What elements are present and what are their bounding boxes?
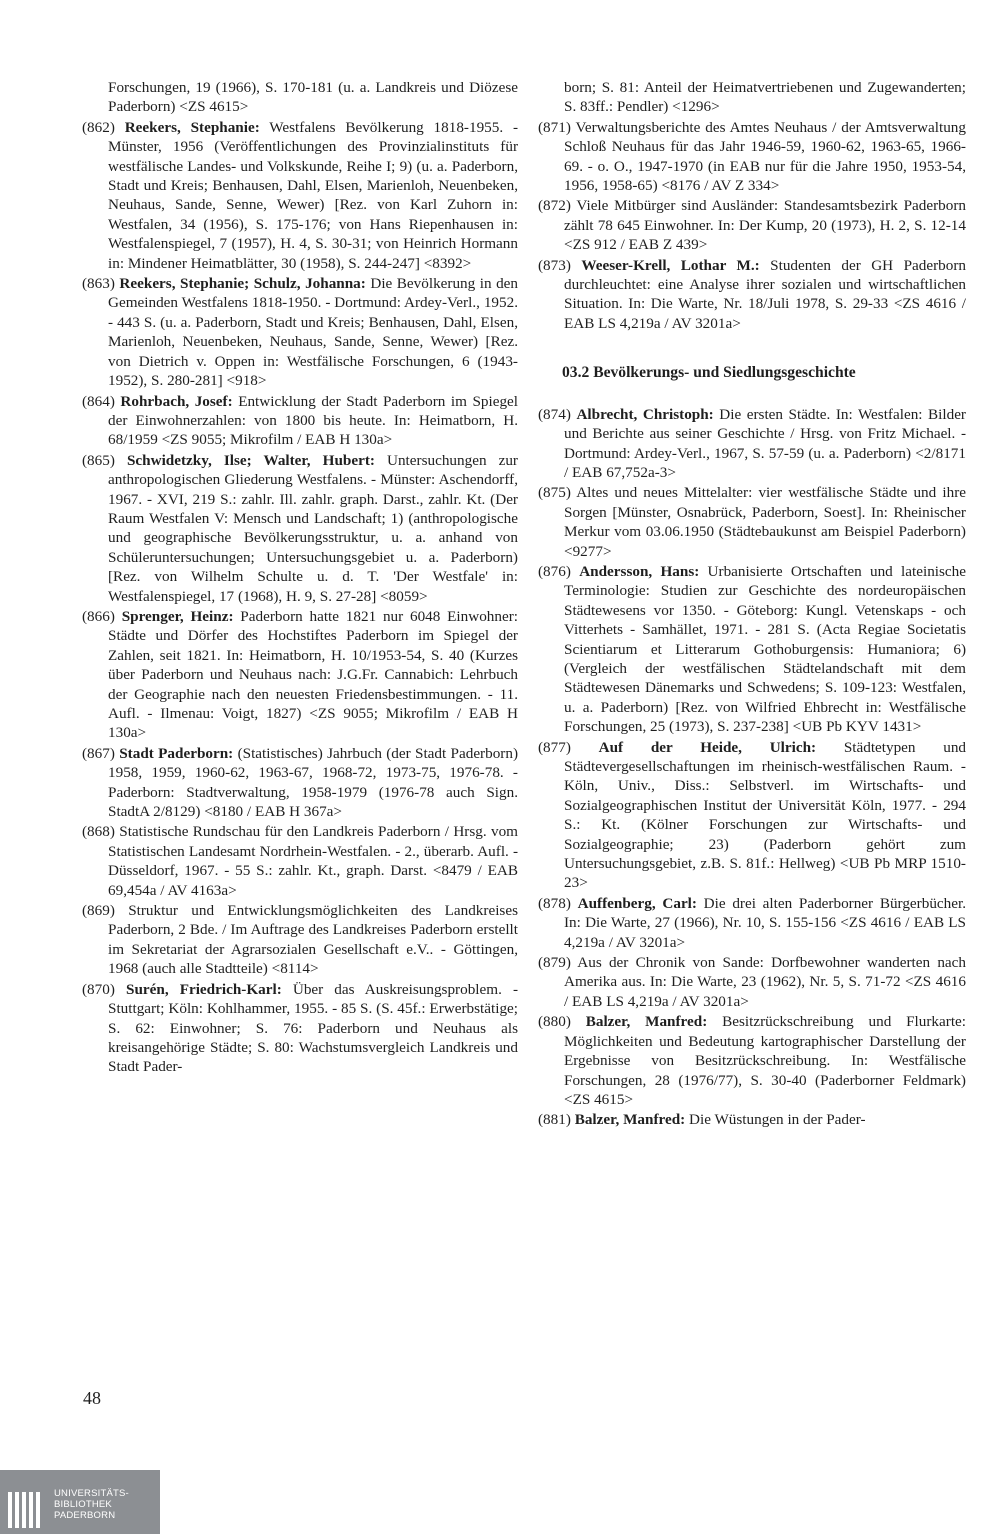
- library-logo-text: [54, 1488, 129, 1521]
- entry-number: (879): [538, 954, 571, 972]
- page-number: 48: [83, 1388, 101, 1408]
- entry-number: (866): [82, 607, 115, 625]
- entry-text: Aus der Chronik von Sande: Dorfbewohner wanderten nach Amerika aus. In: Die Warte, 23 (1962), Nr. 5, S. 71-72 <ZS 4616 / EAB LS 4,219a / AV 3201a>: [564, 954, 966, 1010]
- logo-line-1: UNIVERSITÄTS-: [54, 1488, 129, 1499]
- entry-number: (870): [82, 980, 115, 998]
- section-heading: 03.2 Bevölkerungs- und Siedlungsgeschichte: [562, 364, 856, 382]
- entry-author: Schwidetzky, Ilse; Walter, Hubert:: [126, 451, 375, 469]
- right-entry-list-after: [538, 405, 966, 1130]
- entry-text: Paderborn hatte 1821 nur 6048 Einwohner: Städte und Dörfer des Hochstiftes Paderborn im Spiegel der Zahlen, seit 1821. In: Heimatborn, H. 10/1953-54, S. 40 (Kurzes über Paderborn und Neuhaus nach: J.G.Fr. Cannabich: Lehrbuch der Geographie nach den neuesten Friedensbestimmungen. - 11. Aufl. - Ilmenau: Voigt, 1827) <ZS 9055; Mikrofilm / EAB H 130a>: [108, 607, 518, 742]
- entry-number: (868): [82, 823, 115, 841]
- entry-text: Struktur und Entwicklungsmöglichkeiten des Landkreises Paderborn, 2 Bde. / Im Auftrage des Landkreises Paderborn erstellt im Sekretariat der Agrarsozialen Gesellschaft e.V.. - Göttingen, 1968 (auch alle Stadtteile) <8114>: [108, 902, 518, 978]
- bibliography-entry: [538, 256, 966, 334]
- entry-number: (862): [82, 118, 115, 136]
- entry-text: Studenten der GH Paderborn durchleuchtet: eine Analyse ihrer sozialen und wirtschaftlichen Situation. In: Die Warte, Nr. 18/Juli 1978, S. 29-33 <ZS 4616 / EAB LS 4,219a / AV 3201a>: [564, 256, 967, 332]
- bibliography-entry: [538, 118, 966, 196]
- entry-number: (877): [538, 738, 571, 756]
- entry-text: Die drei alten Paderborner Bürgerbücher. In: Die Warte, 27 (1966), Nr. 10, S. 155-156 <ZS 4616 / EAB LS 4,219a / AV 3201a>: [564, 894, 967, 951]
- bibliography-entry: [82, 451, 518, 606]
- entry-text: Altes und neues Mittelalter: vier westfälische Städte und ihre Sorgen [Münster, Osnabrück, Paderborn, Soest]. In: Rheinischer Merkur vom 03.06.1950 (Städtebaukunst am Beispiel Paderborn) <9277>: [564, 484, 966, 560]
- entry-author: Albrecht, Christoph:: [576, 405, 714, 423]
- entry-number: (880): [538, 1013, 571, 1031]
- entry-author: Balzer, Manfred:: [585, 1013, 708, 1031]
- entry-text: Verwaltungsberichte des Amtes Neuhaus / der Amtsverwaltung Schloß Neuhaus für das Jahr 1946-59, 1960-62, 1963-65, 1966-69. - o. O., 1947-1970 (in EAB nur für die Jahre 1950, 1953-54, 1956, 1958-65) <8176 / AV Z 334>: [564, 118, 966, 195]
- entry-author: Reekers, Stephanie:: [124, 118, 260, 136]
- entry-continuation: born; S. 81: Anteil der Heimatvertriebenen und Zugewanderten; S. 83ff.: Pendler) <1296>: [564, 79, 966, 116]
- entry-number: (874): [538, 405, 571, 423]
- bibliography-entry: [82, 118, 518, 273]
- logo-line-2: BIBLIOTHEK: [54, 1499, 112, 1510]
- entry-number: (876): [538, 562, 571, 580]
- right-entry-list-before: [538, 118, 966, 333]
- entry-number: (873): [538, 256, 571, 274]
- entry-number: (871): [538, 118, 571, 136]
- entry-text: Besitzrückschreibung und Flurkarte: Möglichkeiten und Bedeutung kartographischer Darstellung der Ergebnisse von Besitzrückschreibung. In: Westfälische Forschungen, 28 (1976/77), S. 30-40 (Paderborner Feldmark) <ZS 4615>: [564, 1013, 967, 1108]
- entry-text: Städtetypen und Städtevergesellschaftungen im rheinisch-westfälischen Raum. - Köln, Univ., Diss.: Selbstverl. im Wirtschafts- und Sozialgeographischen Institut der Universität Köln, 1977. - 294 S.: Kt. (Kölner Forschungen zur Wirtschafts- und Sozialgeographie; 23) (Paderborn gehört zum Untersuchungsgebiet, z.B. S. 81f.: Hellweg) <UB Pb MRP 1510-23>: [564, 738, 967, 892]
- bibliography-entry: [538, 1012, 966, 1109]
- bibliography-entry: [82, 607, 518, 743]
- entry-text: Über das Auskreisungsproblem. - Stuttgart; Köln: Kohlhammer, 1955. - 85 S. (S. 45f.: Erwerbstätige; S. 62: Einwohner; S. 76: Paderborn und Neuhaus als kreisangehörige Städte; S. 80: Wachstumsvergleich Landkreis und Stadt Pader-: [108, 980, 519, 1076]
- entry-author: Sprenger, Heinz:: [121, 607, 234, 625]
- entry-text: Urbanisierte Ortschaften und lateinische Terminologie: Studien zur Geschichte des nordeuropäischen Städtewesens vor 1350. - Göteborg: Kungl. Vetenskaps - och Vitterhets - Samhället, 1971. - 281 S. (Acta Regiae Societatis Scientiarum et Litterarum Gothoburgensis: Humaniora; 6) (Vergleich der westfälischen Städtelandschaft mit dem Städtewesen Dänemarks und Schwedens; S. 109-123: Westfalen, u. a. Paderborn) [Rez. von Wilfried Ehbrecht in: Westfälische Forschungen, 25 (1973), S. 237-238] <UB Pb KYV 1431>: [564, 562, 966, 736]
- entry-author: Weeser-Krell, Lothar M.:: [581, 256, 760, 274]
- entry-author: Rohrbach, Josef:: [120, 392, 233, 410]
- entry-text: Statistische Rundschau für den Landkreis Paderborn / Hrsg. vom Statistischen Landesamt Nordrhein-Westfalen. - 2., überarb. Aufl. - Düsseldorf, 1967. - 55 S.: zahlr. Kt., graph. Darst. <8479 / EAB 69,454a / AV 4163a>: [108, 823, 518, 899]
- bibliography-entry: [82, 980, 518, 1077]
- entry-author: Stadt Paderborn:: [119, 744, 234, 762]
- entry-text: Westfalens Bevölkerung 1818-1955. - Münster, 1956 (Veröffentlichungen des Provinzialinstituts für westfälische Landes- und Volkskunde, Reihe I; 9) (u. a. Paderborn, Stadt und Kreis; Benhausen, Dahl, Elsen, Marienloh, Neuenbeken, Neuhaus, Sande, Senne, Wewer) [Rez. von Karl Zuhorn in: Westfalen, 34 (1956), S. 175-176; von Hans Riepenhausen in: Westfalenspiegel, 7 (1957), H. 4, S. 30-31; von Heinrich Hormann in: Mindener Heimatblätter, 30 (1958), S. 244-247] <8392>: [108, 118, 519, 272]
- bibliography-entry: [538, 738, 966, 893]
- barcode-logo-icon: [8, 1492, 48, 1528]
- entry-number: (881): [538, 1111, 571, 1129]
- left-entry-list: [82, 118, 518, 1077]
- entry-number: (865): [82, 451, 115, 469]
- entry-text: Die Wüstungen in der Pader-: [685, 1111, 866, 1129]
- bibliography-entry: [82, 901, 518, 979]
- bibliography-entry: [538, 196, 966, 254]
- entry-author: Auf der Heide, Ulrich:: [598, 738, 817, 756]
- entry-author: Reekers, Stephanie; Schulz, Johanna:: [119, 275, 366, 293]
- entry-author: Surén, Friedrich-Karl:: [126, 980, 282, 998]
- entry-author: Balzer, Manfred:: [574, 1111, 686, 1129]
- entry-text: Die ersten Städte. In: Westfalen: Bilder und Berichte aus seiner Geschichte / Hrsg. von Fritz Michael. - Dortmund: Ardey-Verl., 1967, S. 57-59 (u. a. Paderborn) <2/8171 / EAB 67,752a-3>: [564, 405, 966, 481]
- bibliography-entry: [538, 1110, 966, 1129]
- entry-number: (869): [82, 902, 115, 920]
- entry-text: Entwicklung der Stadt Paderborn im Spiegel der Einwohnerzahlen: von 1800 bis heute. In: Heimatborn, H. 68/1959 <ZS 9055; Mikrofilm / EAB H 130a>: [108, 392, 518, 449]
- entry-author: Andersson, Hans:: [579, 562, 700, 580]
- entry-number: (867): [82, 744, 115, 762]
- entry-continuation: Forschungen, 19 (1966), S. 170-181 (u. a. Landkreis und Diözese Paderborn) <ZS 4615>: [108, 79, 518, 116]
- entry-number: (878): [538, 894, 571, 912]
- bibliography-entry: [538, 562, 966, 737]
- entry-number: (863): [82, 275, 115, 293]
- bibliography-entry: [538, 405, 966, 483]
- entry-number: (875): [538, 484, 571, 502]
- entry-number: (864): [82, 392, 115, 410]
- entry-text: Untersuchungen zur anthropologischen Gliederung Westfalens. - Münster: Aschendorff, 1967. - XVI, 219 S.: zahlr. Ill. zahlr. graph. Darst., zahlr. Kt. (Der Raum Westfalen V: Mensch und Landschaft; 1) (anthropologische und geographische Bevölkerungsstruktur, u. a. anhand von Schüleruntersuchungen; Untersuchungsgebiet u. a. Paderborn) [Rez. von Wilhelm Schulte u. d. T. 'Der Westfale' in: Westfalenspiegel, 17 (1968), H. 9, S. 27-28] <8059>: [108, 451, 518, 605]
- entry-author: Auffenberg, Carl:: [577, 894, 697, 912]
- logo-line-3: PADERBORN: [54, 1510, 116, 1521]
- bibliography-entry: [538, 894, 966, 952]
- entry-text: (Statistisches) Jahrbuch (der Stadt Paderborn) 1958, 1959, 1960-62, 1963-67, 1968-72, 1973-75, 1976-78. - Paderborn: Stadtverwaltung, 1958-1979 (1976-78 auch Sign. StadtA 2/8129) <8180 / EAB H 367a>: [108, 744, 519, 821]
- right-column: [538, 78, 966, 1131]
- library-logo-footer: [0, 1470, 160, 1534]
- bibliography-entry: [538, 483, 966, 561]
- bibliography-entry: [538, 953, 966, 1011]
- bibliography-entry: [82, 822, 518, 900]
- bibliography-entry: [82, 274, 518, 390]
- bibliography-entry: [82, 744, 518, 822]
- entry-text: Die Bevölkerung in den Gemeinden Westfalens 1818-1950. - Dortmund: Ardey-Verl., 1952. - 443 S. (u. a. Paderborn, Stadt und Kreis; Benhausen, Dahl, Elsen, Marienloh, Neuenbeken, Neuhaus, Sande, Senne, Wewer) [Rez. von Dietrich v. Oppen in: Westfälische Forschungen, 6 (1943-1952), S. 280-281] <918>: [108, 275, 518, 390]
- entry-number: (872): [538, 197, 571, 215]
- bibliography-entry: [82, 392, 518, 450]
- entry-text: Viele Mitbürger sind Ausländer: Standesamtsbezirk Paderborn zählt 78 645 Einwohner. In: Der Kump, 20 (1973), H. 2, S. 12-14 <ZS 912 / EAB Z 439>: [564, 197, 966, 254]
- left-column: [82, 78, 518, 1078]
